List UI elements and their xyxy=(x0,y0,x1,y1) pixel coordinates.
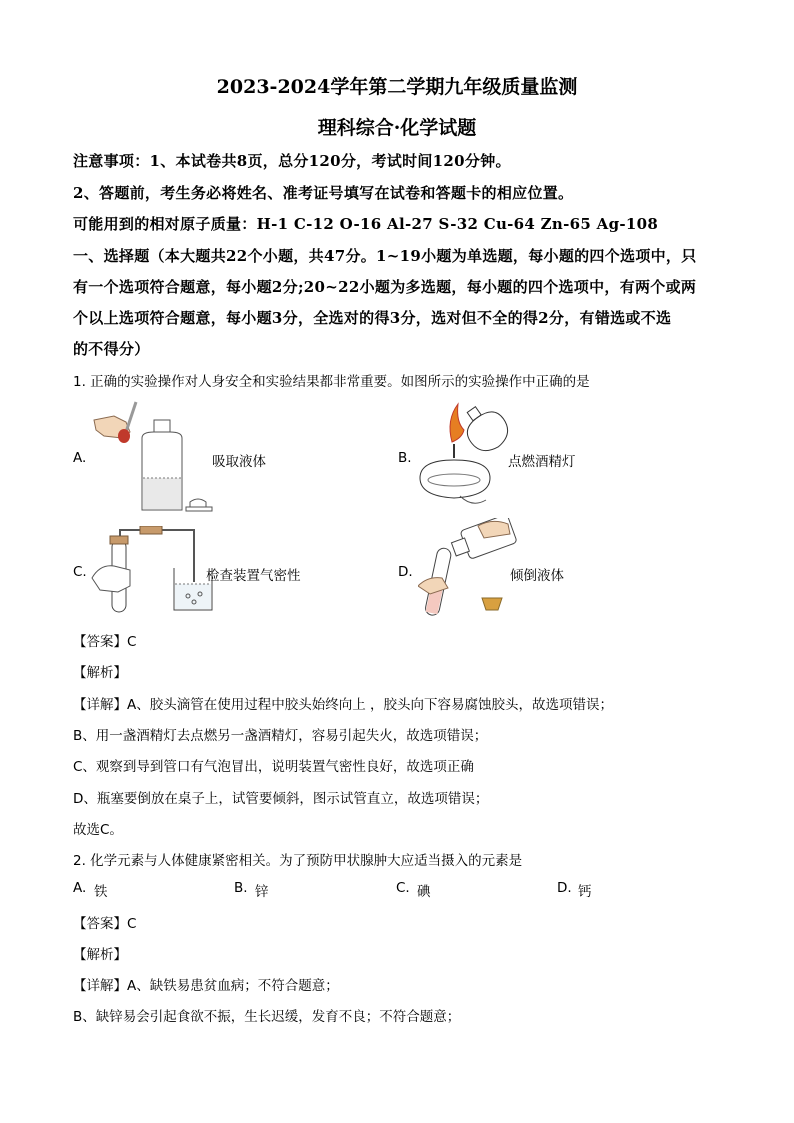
q1-option-a-text: 吸取液体 xyxy=(212,454,266,470)
q1-option-d-text: 倾倒液体 xyxy=(510,568,564,584)
q1-option-a-letter: A. xyxy=(73,450,87,466)
q1-detail-line: C、观察到导到管口有气泡冒出，说明装置气密性良好，故选项正确 xyxy=(73,759,474,775)
q2-detail-line: 【详解】A、缺铁易患贫血病；不符合题意； xyxy=(73,978,339,994)
section-line-2: 有一个选项符合题意，每小题2分;20~22小题为多选题，每小题的四个选项中，有两个或两 xyxy=(73,278,697,296)
q1-option-b-text: 点燃酒精灯 xyxy=(508,454,576,470)
q2-option-a-text: 铁 xyxy=(94,884,108,900)
q1-option-c-text: 检查装置气密性 xyxy=(206,568,301,584)
q2-option-d-text: 钙 xyxy=(578,884,592,900)
notes-line-1: 注意事项：1、本试卷共8页，总分120分，考试时间120分钟。 xyxy=(73,152,511,170)
notes-line-2: 2、答题前，考生务必将姓名、准考证号填写在试卷和答题卡的相应位置。 xyxy=(73,184,574,202)
q2-detail-line: B、缺锌易会引起食欲不振，生长迟缓，发育不良；不符合题意； xyxy=(73,1009,461,1025)
q2-option-d-letter: D. xyxy=(557,880,572,896)
q2-option-c-letter: C. xyxy=(396,880,410,896)
q2-option-a-letter: A. xyxy=(73,880,87,896)
atomic-mass-line: 可能用到的相对原子质量：H-1 C-12 O-16 Al-27 S-32 Cu-64 Zn-65 Ag-108 xyxy=(73,215,659,233)
section-line-4: 的不得分） xyxy=(73,340,150,358)
q1-detail-line: D、瓶塞要倒放在桌子上，试管要倾斜，图示试管直立，故选项错误； xyxy=(73,791,489,807)
q1-option-c-letter: C. xyxy=(73,564,87,580)
q1-option-d-letter: D. xyxy=(398,564,413,580)
dropper-figure xyxy=(92,398,216,518)
q1-answer: 【答案】C xyxy=(73,634,137,650)
q2-option-c-text: 碘 xyxy=(417,884,431,900)
q2-analysis-heading: 【解析】 xyxy=(73,947,127,963)
question-1-stem: 1. 正确的实验操作对人身安全和实验结果都非常重要。如图所示的实验操作中正确的是 xyxy=(73,374,590,390)
q2-answer: 【答案】C xyxy=(73,916,137,932)
section-line-3: 个以上选项符合题意，每小题3分，全选对的得3分，选对但不全的得2分，有错选或不选 xyxy=(73,309,672,327)
q1-option-b-letter: B. xyxy=(398,450,412,466)
q2-option-b-letter: B. xyxy=(234,880,248,896)
q2-option-b-text: 锌 xyxy=(255,884,269,900)
question-2-stem: 2. 化学元素与人体健康紧密相关。为了预防甲状腺肿大应适当摄入的元素是 xyxy=(73,853,523,869)
section-line-1: 一、选择题（本大题共22个小题，共47分。1~19小题为单选题，每小题的四个选项中，只 xyxy=(73,247,697,265)
q1-detail-line: 【详解】A、胶头滴管在使用过程中胶头始终向上 ，胶头向下容易腐蚀胶头，故选项错误； xyxy=(73,697,614,713)
exam-subtitle: 理科综合·化学试题 xyxy=(317,117,477,139)
airtightness-check-figure xyxy=(90,526,214,616)
exam-title: 2023-2024学年第二学期九年级质量监测 xyxy=(216,76,578,98)
q1-detail-line: B、用一盏酒精灯去点燃另一盏酒精灯，容易引起失火，故选项错误； xyxy=(73,728,488,744)
q1-analysis-heading: 【解析】 xyxy=(73,665,127,681)
q1-detail-line: 故选C。 xyxy=(73,822,123,838)
